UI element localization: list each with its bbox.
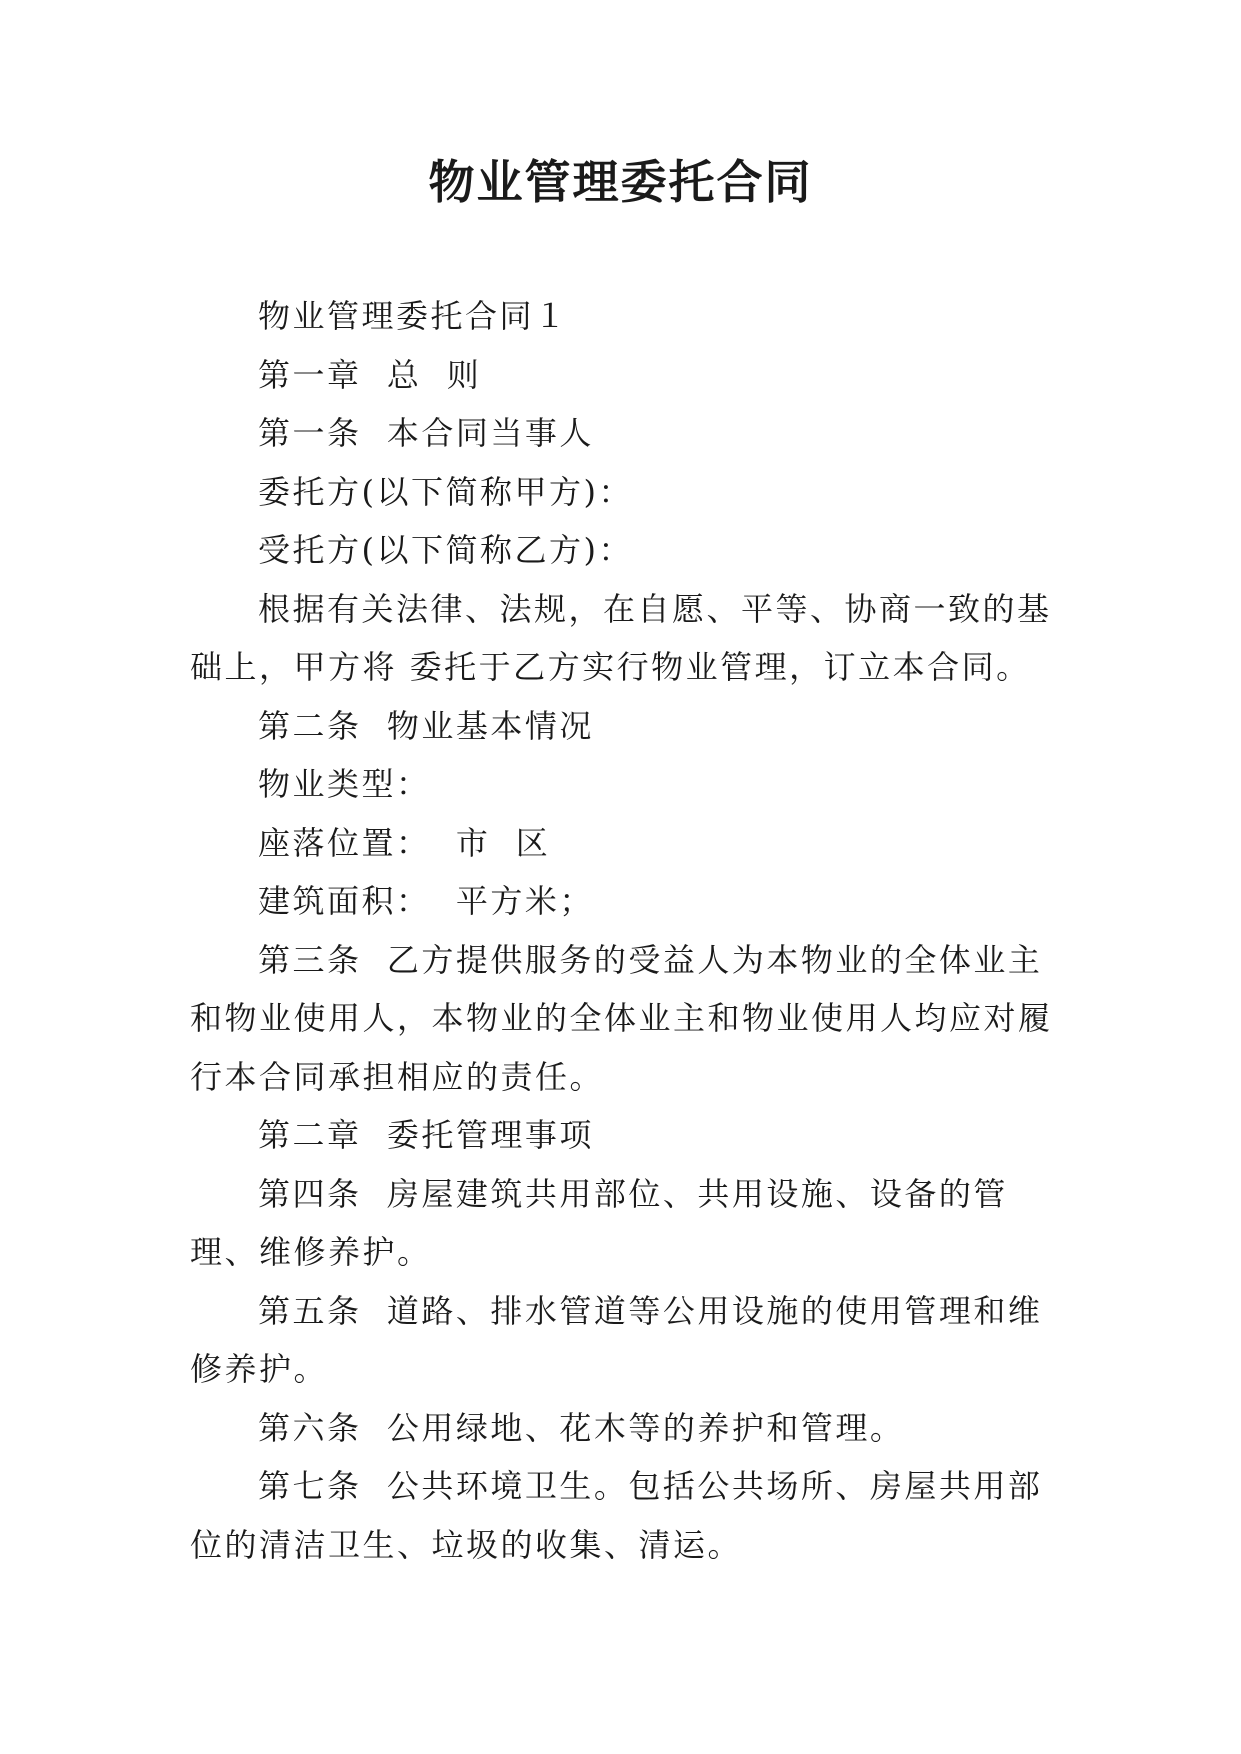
chapter-2-heading: 第二章 委托管理事项 [258,1116,594,1154]
property-location-line: 座落位置： 市 区 [258,823,551,862]
article-4-paragraph: 第四条 房屋建筑共用部位、共用设施、设备的管理、维修养护。 [190,1174,1008,1271]
paragraph-heading: 物业管理委托合同１ [258,297,569,335]
party-a-line: 委托方(以下简称甲方)： [258,472,633,511]
article-1-heading: 第一条 本合同当事人 [258,414,594,452]
article-3-paragraph: 第三条 乙方提供服务的受益人为本物业的全体业主和物业使用人，本物业的全体业主和物业使用人均应对履行本合同承担相应的责任。 [190,940,1053,1096]
article-6-paragraph: 第六条 公用绿地、花木等的养护和管理。 [258,1408,905,1447]
building-area-line: 建筑面积： 平方米； [258,882,594,920]
party-b-line: 受托方(以下简称乙方)： [258,531,633,569]
article-2-heading: 第二条 物业基本情况 [258,706,594,745]
chapter-1-heading: 第一章 总 则 [258,355,482,394]
property-type-line: 物业类型： [258,765,431,803]
document-title: 物业管理委托合同 [428,155,813,209]
article-5-paragraph: 第五条 道路、排水管道等公用设施的使用管理和维修养护。 [190,1291,1043,1388]
article-7-paragraph: 第七条 公共环境卫生。包括公共场所、房屋共用部位的清洁卫生、垃圾的收集、清运。 [190,1467,1043,1564]
preamble-paragraph: 根据有关法律、法规，在自愿、平等、协商一致的基础上，甲方将 委托于乙方实行物业管理，订立本合同。 [190,589,1052,686]
document-body [190,287,1058,1574]
